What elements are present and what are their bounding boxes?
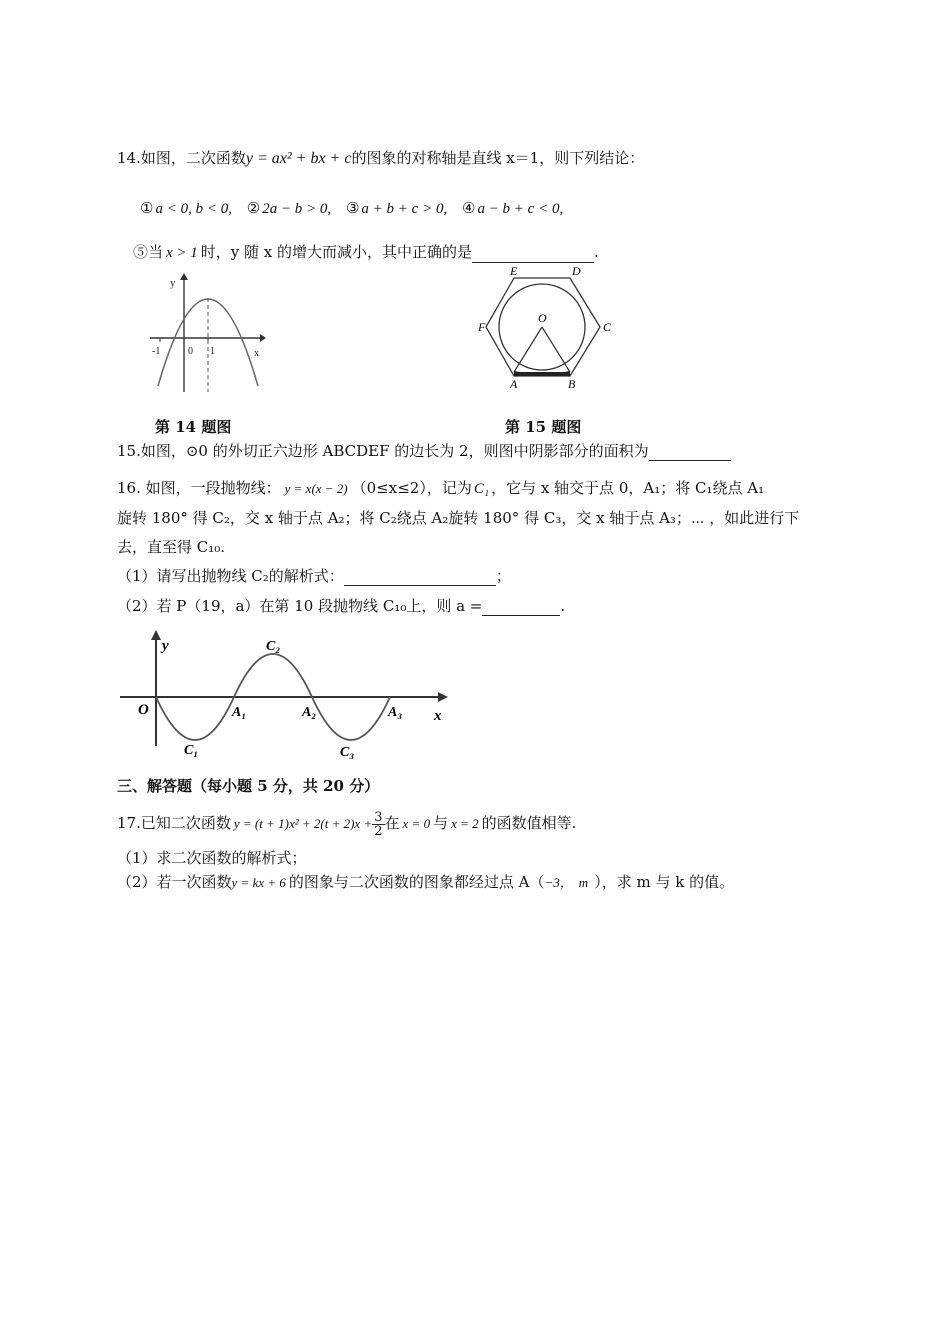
q17-line1 bbox=[117, 808, 576, 839]
q16-p1-b: （0≤x≤2），记为 bbox=[351, 479, 472, 497]
fig15-label-o: O bbox=[538, 311, 547, 325]
q17-cond1: x = 0 bbox=[402, 816, 431, 831]
fig16-label-c3: C₃ bbox=[340, 745, 355, 760]
q17-sub2-b: 的图象与二次函数的图象都经过点 A（ bbox=[288, 873, 545, 891]
q17-suffix: 的函数值相等. bbox=[481, 814, 577, 832]
fig15-radius-ob bbox=[542, 327, 570, 372]
q14-prefix: 14.如图，二次函数 bbox=[117, 149, 246, 167]
fig15-label-a: A bbox=[510, 377, 518, 391]
q14-options bbox=[140, 198, 563, 219]
q16-sub1 bbox=[117, 566, 511, 586]
q14-formula: y = ax² + bx + c bbox=[245, 150, 352, 167]
fig15-label-f: F bbox=[478, 320, 486, 334]
q15-text: 15.如图，⊙0 的外切正六边形 ABCDEF 的边长为 2，则图中阴影部分的面积为 bbox=[117, 442, 649, 460]
fig15-label-d: D bbox=[572, 264, 581, 278]
q16-sub2-end: . bbox=[560, 597, 566, 615]
fig16-curve-c2 bbox=[234, 654, 312, 697]
answer-blank-14[interactable] bbox=[472, 245, 594, 263]
q16-line2: 旋转 180° 得 C₂，交 x 轴于点 A₂；将 C₂绕点 A₂旋转 180° 得 C₃，交 x 轴于点 A₃；⋯ ，如此进行下 bbox=[117, 509, 800, 527]
q14-line3-suffix: 时，y 随 x 的增大而减小，其中正确的是 bbox=[200, 243, 473, 261]
fig14-y-arrow bbox=[180, 273, 188, 280]
q16-p1-c: ，它与 x 轴交于点 0，A₁；将 C₁绕点 A₁ bbox=[491, 479, 765, 497]
figure-14 bbox=[140, 268, 270, 398]
q16-sub1-text: （1）请写出抛物线 C₂的解析式： bbox=[117, 567, 344, 585]
fig16-curve-c3 bbox=[312, 697, 390, 740]
answer-blank-16-1[interactable] bbox=[344, 568, 496, 586]
q17-frac-num: 3 bbox=[374, 809, 383, 825]
q14-suffix: 的图象的对称轴是直线 x＝1，则下列结论： bbox=[351, 149, 645, 167]
fig16-label-x: x bbox=[434, 708, 442, 724]
fig15-label-b: B bbox=[568, 377, 576, 391]
fig15-caption: 第 15 题图 bbox=[505, 418, 582, 436]
fig15-radius-oa bbox=[514, 327, 542, 372]
fig16-x-arrow bbox=[438, 692, 448, 702]
fig16-label-o: O bbox=[138, 702, 149, 718]
figure-16 bbox=[118, 628, 453, 768]
q16-formula: y = x(x − 2) bbox=[284, 481, 348, 496]
option-expr: 2a − b > 0, bbox=[262, 201, 332, 217]
fig14-tick-1-label: 1 bbox=[210, 346, 215, 357]
option-expr: a − b + c < 0, bbox=[477, 201, 564, 217]
fig14-y-label: y bbox=[170, 277, 176, 289]
q15-line bbox=[117, 441, 731, 461]
q17-sub1: （1）求二次函数的解析式； bbox=[117, 849, 307, 867]
option-mark: ③ bbox=[345, 199, 360, 217]
q17-sub2-point: −3， bbox=[544, 875, 573, 890]
q17-formula: y = (t + 1)x² + 2(t + 2)x + bbox=[233, 816, 373, 831]
q16-c1: C₁ bbox=[473, 481, 490, 497]
q17-cond2: x = 2 bbox=[451, 816, 479, 831]
fig15-label-e: E bbox=[510, 264, 518, 278]
fig16-label-a2: A₂ bbox=[302, 705, 317, 720]
q14-line1 bbox=[117, 148, 644, 169]
q17-sub2-c: ），求 m 与 k 的值。 bbox=[594, 873, 735, 891]
q16-sub1-end: ； bbox=[495, 567, 511, 585]
q16-sub2 bbox=[117, 596, 565, 616]
q14-line3-end: . bbox=[594, 243, 599, 261]
fig16-label-a1: A₁ bbox=[232, 705, 247, 720]
q17-sub2-a: （2）若一次函数 bbox=[117, 873, 232, 891]
answer-blank-16-2[interactable] bbox=[482, 598, 560, 616]
fig16-y-arrow bbox=[151, 630, 161, 640]
fig14-caption: 第 14 题图 bbox=[155, 418, 232, 436]
q14-line3 bbox=[133, 242, 599, 263]
fig14-tick-0-label: 0 bbox=[188, 346, 193, 357]
q14-line3-prefix: ⑤当 bbox=[133, 243, 164, 261]
section3-title: 三、解答题（每小题 5 分，共 20 分） bbox=[117, 777, 380, 795]
fig16-curve-c1 bbox=[156, 697, 234, 740]
fig16-label-c2: C₂ bbox=[266, 639, 281, 654]
fig14-x-arrow bbox=[260, 334, 266, 342]
q17-sub2 bbox=[117, 872, 734, 893]
fig16-label-y: y bbox=[162, 638, 169, 654]
answer-blank-15[interactable] bbox=[649, 443, 731, 461]
fig15-label-c: C bbox=[603, 320, 612, 334]
q16-line3: 去，直至得 C₁₀. bbox=[117, 538, 226, 556]
option-mark: ② bbox=[246, 199, 261, 217]
option-mark: ① bbox=[140, 199, 154, 217]
option-expr: a < 0, b < 0, bbox=[155, 201, 232, 217]
q17-frac-den: 2 bbox=[374, 823, 383, 839]
fig16-label-c1: C₁ bbox=[184, 743, 199, 758]
q17-prefix: 17.已知二次函数 bbox=[117, 814, 231, 832]
q14-line3-cond: x > 1 bbox=[166, 245, 198, 261]
q16-line1 bbox=[117, 478, 764, 499]
q17-mid1: 在 bbox=[384, 814, 400, 832]
q17-mid2: 与 bbox=[433, 814, 449, 832]
option-mark: ④ bbox=[461, 199, 476, 217]
q16-p1-a: 16. 如图，一段抛物线： bbox=[117, 479, 281, 497]
figure-15 bbox=[478, 264, 618, 394]
fig14-tick-neg1-label: -1 bbox=[152, 346, 161, 357]
q16-sub2-text: （2）若 P（19，a）在第 10 段抛物线 C₁₀上，则 a = bbox=[117, 597, 483, 615]
fig15-hexagon bbox=[486, 278, 600, 376]
fig16-label-a3: A₃ bbox=[388, 705, 403, 720]
q17-sub2-m: m bbox=[578, 875, 589, 890]
fig14-x-label: x bbox=[254, 348, 259, 359]
option-expr: a + b + c > 0, bbox=[361, 201, 448, 217]
q17-fraction bbox=[372, 811, 384, 838]
q17-sub2-formula: y = kx + 6 bbox=[231, 875, 286, 890]
